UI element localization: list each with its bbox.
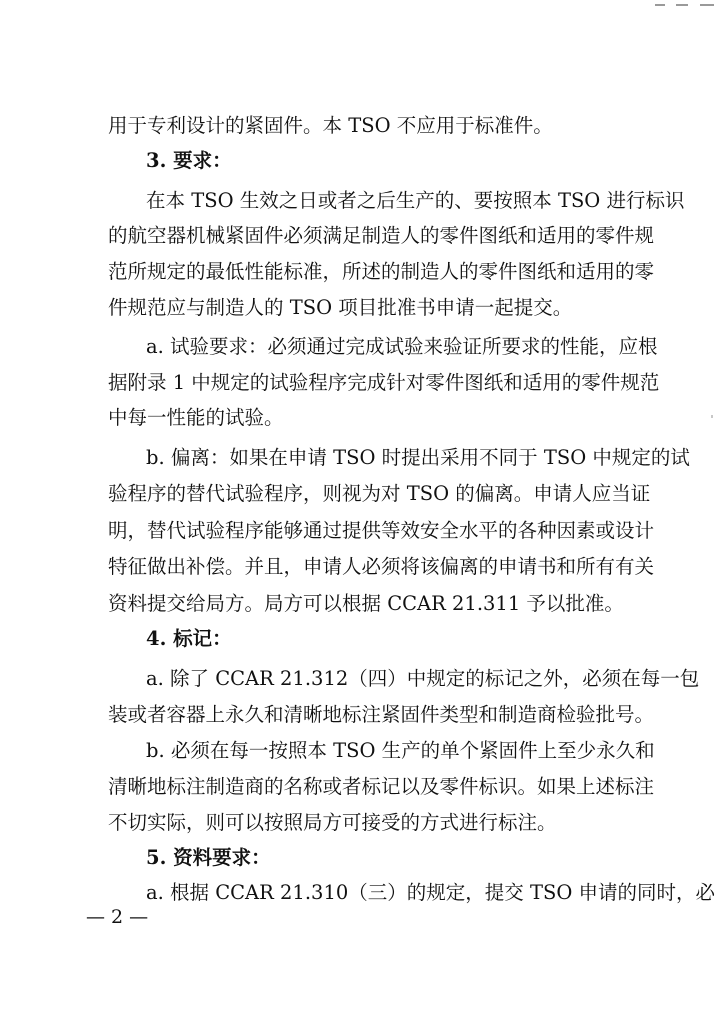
paragraph-line: 清晰地标注制造商的名称或者标记以及零件标识。如果上述标注	[108, 775, 655, 798]
paragraph-line: 装或者容器上永久和清晰地标注紧固件类型和制造商检验批号。	[108, 703, 655, 726]
paragraph-line: 特征做出补偿。并且，申请人必须将该偏离的申请书和所有有关	[108, 555, 655, 578]
scan-artifact	[676, 4, 688, 6]
scan-artifact	[700, 4, 714, 6]
section-heading-data-requirements: 5. 资料要求：	[146, 846, 271, 869]
page-number: — 2 —	[86, 906, 149, 928]
section-heading-requirements: 3. 要求：	[146, 149, 232, 172]
paragraph-line: 中每一性能的试验。	[108, 406, 284, 429]
paragraph-line: b. 必须在每一按照本 TSO 生产的单个紧固件上至少永久和	[146, 739, 655, 762]
paragraph-line: a. 根据 CCAR 21.310（三）的规定，提交 TSO 申请的同时，必	[146, 881, 716, 904]
paragraph-line: 的航空器机械紧固件必须满足制造人的零件图纸和适用的零件规	[108, 224, 655, 247]
paragraph-line: 范所规定的最低性能标准，所述的制造人的零件图纸和适用的零	[108, 260, 655, 283]
paragraph-line: 用于专利设计的紧固件。本 TSO 不应用于标准件。	[108, 114, 553, 137]
scan-artifact	[711, 415, 713, 418]
paragraph-line: b. 偏离：如果在申请 TSO 时提出采用不同于 TSO 中规定的试	[146, 446, 690, 469]
paragraph-line: 据附录 1 中规定的试验程序完成针对零件图纸和适用的零件规范	[108, 371, 660, 394]
paragraph-line: a. 除了 CCAR 21.312（四）中规定的标记之外，必须在每一包	[146, 667, 700, 690]
section-heading-marking: 4. 标记：	[146, 627, 232, 650]
paragraph-line: 明，替代试验程序能够通过提供等效安全水平的各种因素或设计	[108, 519, 655, 542]
paragraph-line: 不切实际，则可以按照局方可接受的方式进行标注。	[108, 811, 557, 834]
paragraph-line: 在本 TSO 生效之日或者之后生产的、要按照本 TSO 进行标识	[146, 189, 685, 212]
scan-artifact	[655, 4, 665, 6]
paragraph-line: 资料提交给局方。局方可以根据 CCAR 21.311 予以批准。	[108, 592, 624, 615]
paragraph-line: a. 试验要求：必须通过完成试验来验证所要求的性能，应根	[146, 335, 658, 358]
paragraph-line: 验程序的替代试验程序，则视为对 TSO 的偏离。申请人应当证	[108, 482, 651, 505]
paragraph-line: 件规范应与制造人的 TSO 项目批准书申请一起提交。	[108, 296, 573, 319]
